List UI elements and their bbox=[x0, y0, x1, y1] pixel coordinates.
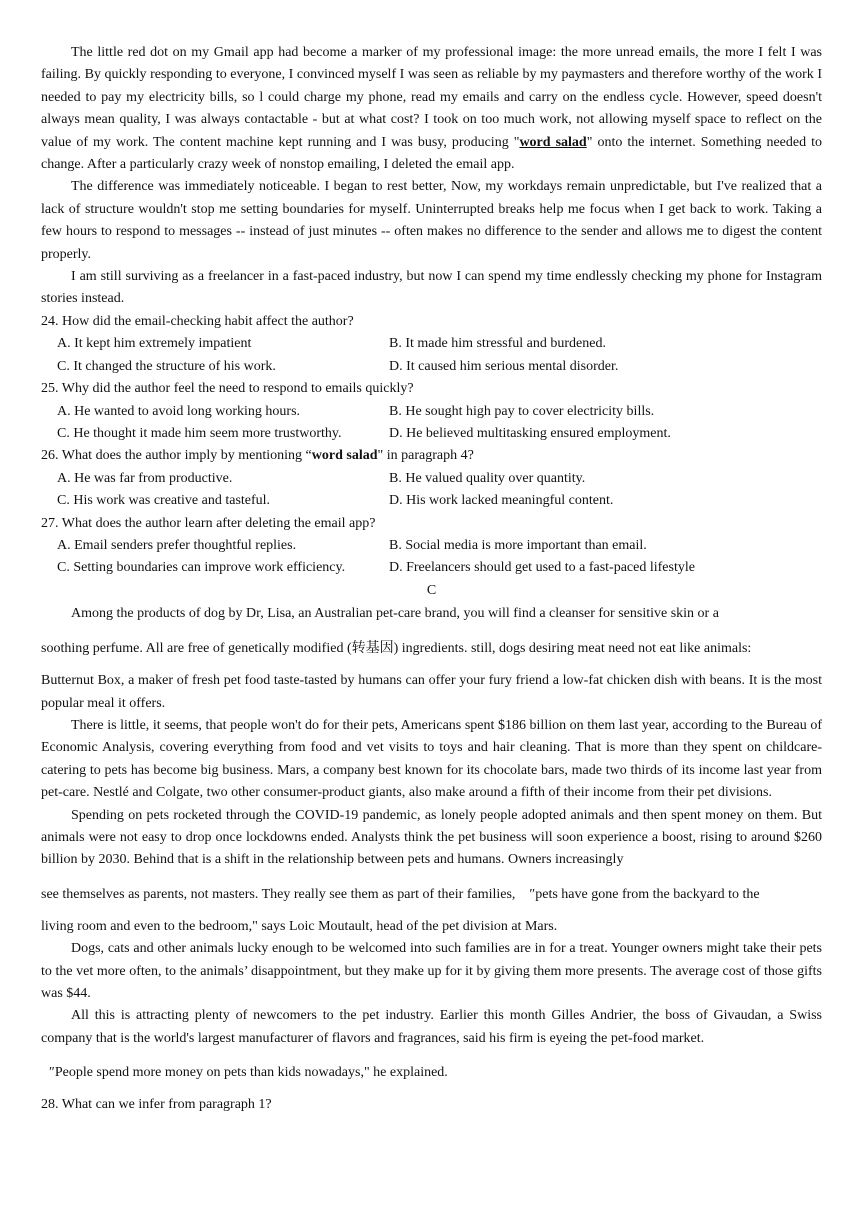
option-d[interactable]: D. He believed multitasking ensured employment. bbox=[389, 425, 671, 441]
option-row bbox=[41, 535, 822, 557]
option-b[interactable]: B. He valued quality over quantity. bbox=[389, 470, 586, 486]
question-stem bbox=[41, 445, 822, 467]
option-b[interactable]: B. It made him stressful and burdened. bbox=[389, 336, 606, 352]
paragraph-line: see themselves as parents, not masters. They really see them as part of their families, ″pets have gone from the backyard to the bbox=[41, 886, 760, 902]
option-a[interactable]: A. It kept him extremely impatient bbox=[57, 336, 252, 352]
section-heading: C bbox=[426, 582, 437, 598]
paragraph: There is little, it seems, that people won't do for their pets, Americans spent $186 billion on them last year, according to the Bureau of Economic Analysis, covering everything from food and vet visits to toys and hair cleaning. That is more than they spent on childcare-catering to pets has become big business. Mars, a company best known for its chocolate bars, made two thirds of its income last year from pet-care. Nestlé and Colgate, two other consumer-product giants, also make around a fifth of their income from their pet divisions. bbox=[41, 717, 822, 801]
question-stem: 28. What can we infer from paragraph 1? bbox=[41, 1097, 272, 1113]
text: " onto the internet. Something needed to change. After a particularly crazy week of nonstop emailing, I deleted the email app. bbox=[41, 134, 823, 173]
paragraph-line: Among the products of dog by Dr, Lisa, an Australian pet-care brand, you will find a cleanser for sensitive skin or a bbox=[71, 606, 719, 622]
option-row bbox=[41, 333, 822, 355]
text: " in paragraph 4? bbox=[377, 448, 474, 464]
option-d[interactable]: D. His work lacked meaningful content. bbox=[389, 493, 614, 509]
document-page bbox=[41, 42, 822, 1117]
option-d[interactable]: D. Freelancers should get used to a fast-paced lifestyle bbox=[389, 560, 695, 576]
paragraph-line: living room and even to the bedroom," says Loic Moutault, head of the pet division at Mars. bbox=[41, 918, 558, 934]
option-d[interactable]: D. It caused him serious mental disorder. bbox=[389, 358, 619, 374]
option-row bbox=[41, 468, 822, 490]
option-row bbox=[41, 401, 822, 423]
option-a[interactable]: A. He was far from productive. bbox=[57, 470, 233, 486]
option-row bbox=[41, 557, 822, 579]
option-a[interactable]: A. He wanted to avoid long working hours. bbox=[57, 403, 301, 419]
option-c[interactable]: C. It changed the structure of his work. bbox=[57, 358, 276, 374]
text: The little red dot on my Gmail app had become a marker of my professional image: the more unread emails, the more I felt I was failing. By quickly responding to everyone, I convinced myself I was seen as reliable by my paymasters and therefore worthy of the work I needed to pay my electricity bills, so l could charge my phone, read my emails and carry on the endless cycle. However, speed doesn't always mean quality, I was always contactable - but at what cost? I took on too much work, not allowing myself space to reflect on the value of my work. The content machine kept running and I was busy, producing " bbox=[41, 45, 822, 150]
paragraph: Spending on pets rocketed through the COVID-19 pandemic, as lonely people adopted animals and then spent money on them. But animals were not easy to drop once lockdowns ended. Analysts think the pet business will soon experience a boost, rising to around $260 billion by 2030. Behind that is a shift in the relationship between pets and humans. Owners increasingly bbox=[41, 807, 822, 868]
paragraph bbox=[41, 42, 822, 176]
text: 26. What does the author imply by mentioning “ bbox=[41, 448, 312, 464]
option-b[interactable]: B. Social media is more important than email. bbox=[389, 537, 647, 553]
question-stem: 24. How did the email-checking habit affect the author? bbox=[41, 313, 354, 329]
option-row bbox=[41, 356, 822, 378]
paragraph: Dogs, cats and other animals lucky enough to be welcomed into such families are in for a treat. Younger owners might take their pets to the vet more often, to the animals’ disappointment, but they make up for it by giving them more presents. The average cost of those gifts was $44. bbox=[41, 941, 822, 1002]
option-row bbox=[41, 490, 822, 512]
question-stem: 25. Why did the author feel the need to respond to emails quickly? bbox=[41, 381, 414, 397]
word-salad-phrase: word salad bbox=[311, 448, 378, 464]
paragraph-line: soothing perfume. All are free of genetically modified (转基因) ingredients. still, dogs desiring meat need not eat like animals: bbox=[41, 641, 752, 657]
option-a[interactable]: A. Email senders prefer thoughtful replies. bbox=[57, 537, 297, 553]
paragraph: The difference was immediately noticeable. I began to rest better, Now, my workdays remain unpredictable, but I've realized that a lack of structure wouldn't stop me setting boundaries for myself. Uninterrupted breaks help me focus when I get back to work. Taking a few hours to respond to messages -- instead of just minutes -- often makes no difference to the sender and allows me to digest the content properly. bbox=[41, 179, 822, 262]
word-salad-phrase: word salad bbox=[519, 134, 587, 150]
paragraph-line: ″People spend more money on pets than kids nowadays," he explained. bbox=[49, 1065, 448, 1081]
question-stem: 27. What does the author learn after deleting the email app? bbox=[41, 515, 376, 531]
option-b[interactable]: B. He sought high pay to cover electricity bills. bbox=[389, 403, 655, 419]
option-c[interactable]: C. His work was creative and tasteful. bbox=[57, 493, 271, 509]
option-row bbox=[41, 423, 822, 445]
paragraph: All this is attracting plenty of newcomers to the pet industry. Earlier this month Gilles Andrier, the boss of Givaudan, a Swiss company that is the world's largest manufacturer of flavors and fragrances, said his firm is eyeing the pet-food market. bbox=[41, 1008, 822, 1046]
option-c[interactable]: C. Setting boundaries can improve work efficiency. bbox=[57, 560, 346, 576]
paragraph: I am still surviving as a freelancer in a fast-paced industry, but now I can spend my time endlessly checking my phone for Instagram stories instead. bbox=[41, 269, 822, 307]
option-c[interactable]: C. He thought it made him seem more trustworthy. bbox=[57, 425, 342, 441]
paragraph: Butternut Box, a maker of fresh pet food taste-tasted by humans can offer your fury friend a low-fat chicken dish with beans. It is the most popular meal it offers. bbox=[41, 673, 822, 711]
